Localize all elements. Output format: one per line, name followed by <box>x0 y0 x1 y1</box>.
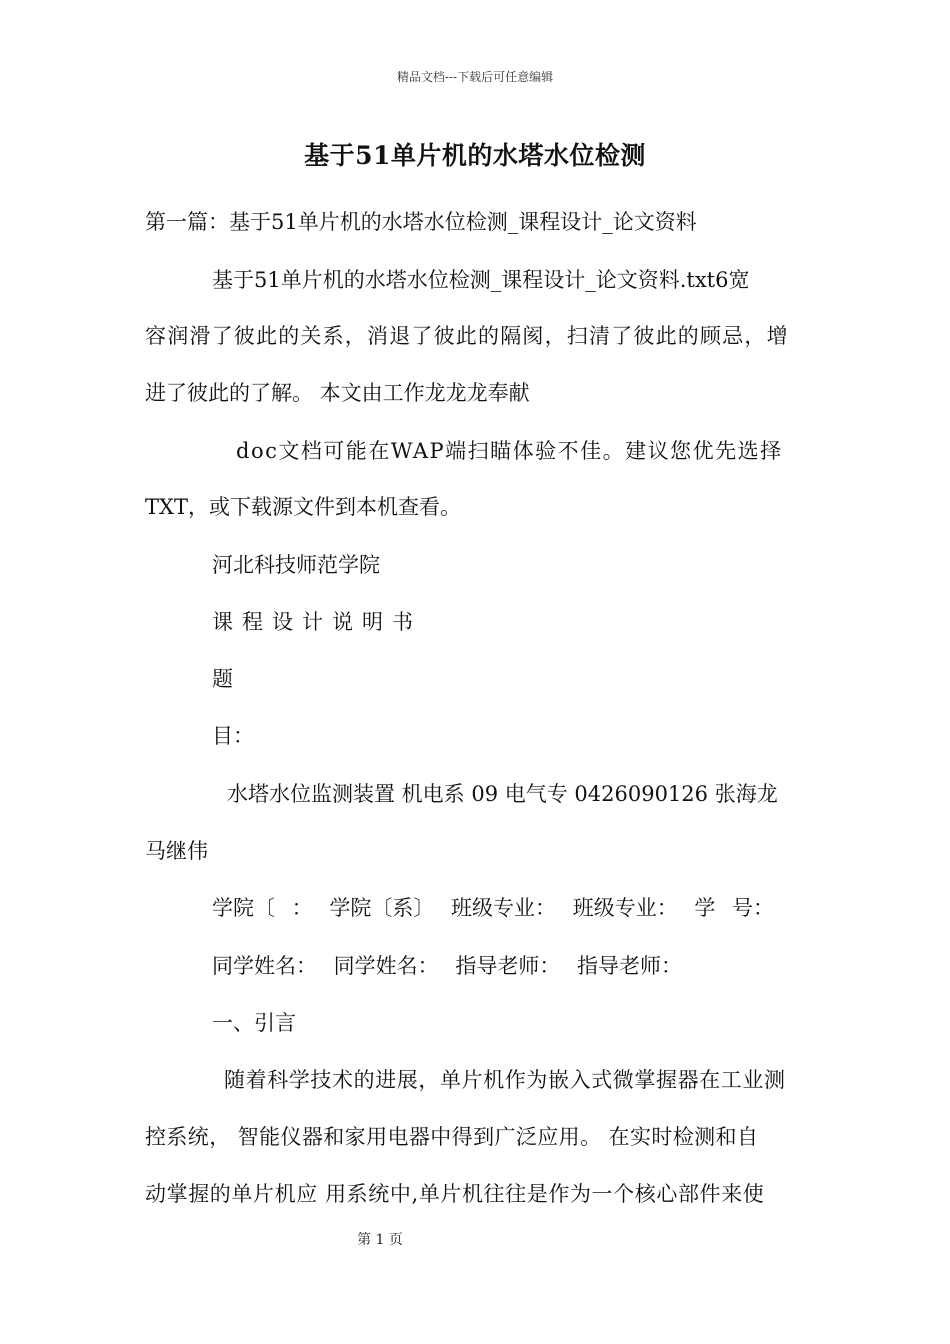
chapter-heading: 第一篇：基于51单片机的水塔水位检测_课程设计_论文资料 <box>145 210 697 234</box>
para2-line2: TXT，或下载源文件到本机查看。 <box>145 495 461 519</box>
document-title: 基于51单片机的水塔水位检测 <box>304 141 646 170</box>
info-line1: 水塔水位监测装置 机电系 09 电气专 0426090126 张海龙 <box>227 782 778 806</box>
page-header: 精品文档---下载后可任意编辑 <box>396 70 554 84</box>
school-name: 河北科技师范学院 <box>212 553 380 577</box>
label-mu: 目： <box>212 724 254 748</box>
label-ti: 题 <box>212 667 233 691</box>
para1-line2: 容润滑了彼此的关系，消退了彼此的隔阂，扫清了彼此的顾忌，增 <box>145 324 789 348</box>
para3-line2: 控系统， 智能仪器和家用电器中得到广泛应用。 在实时检测和自 <box>145 1125 759 1149</box>
fields-line2: 同学姓名： 同学姓名： 指导老师： 指导老师： <box>212 954 683 978</box>
info-line2: 马继伟 <box>145 839 208 863</box>
para3-line3: 动掌握的单片机应 用系统中,单片机往往是作为一个核心部件来使 <box>145 1182 765 1206</box>
para1-line1: 基于51单片机的水塔水位检测_课程设计_论文资料.txt6宽 <box>212 268 750 292</box>
document-type: 课程设计说明书 <box>212 610 422 634</box>
para3-line1: 随着科学技术的进展，单片机作为嵌入式微掌握器在工业测 <box>224 1068 786 1092</box>
para1-line3: 进了彼此的了解。 本文由工作龙龙龙奉献 <box>145 381 530 405</box>
section-heading-intro: 一、引言 <box>212 1011 296 1035</box>
fields-line1: 学院〔 ： 学院〔系〕 班级专业： 班级专业： 学 号： <box>212 896 775 920</box>
para2-line1: doc文档可能在WAP端扫瞄体验不佳。建议您优先选择 <box>236 439 783 463</box>
page-number: 第 1 页 <box>357 1232 403 1248</box>
